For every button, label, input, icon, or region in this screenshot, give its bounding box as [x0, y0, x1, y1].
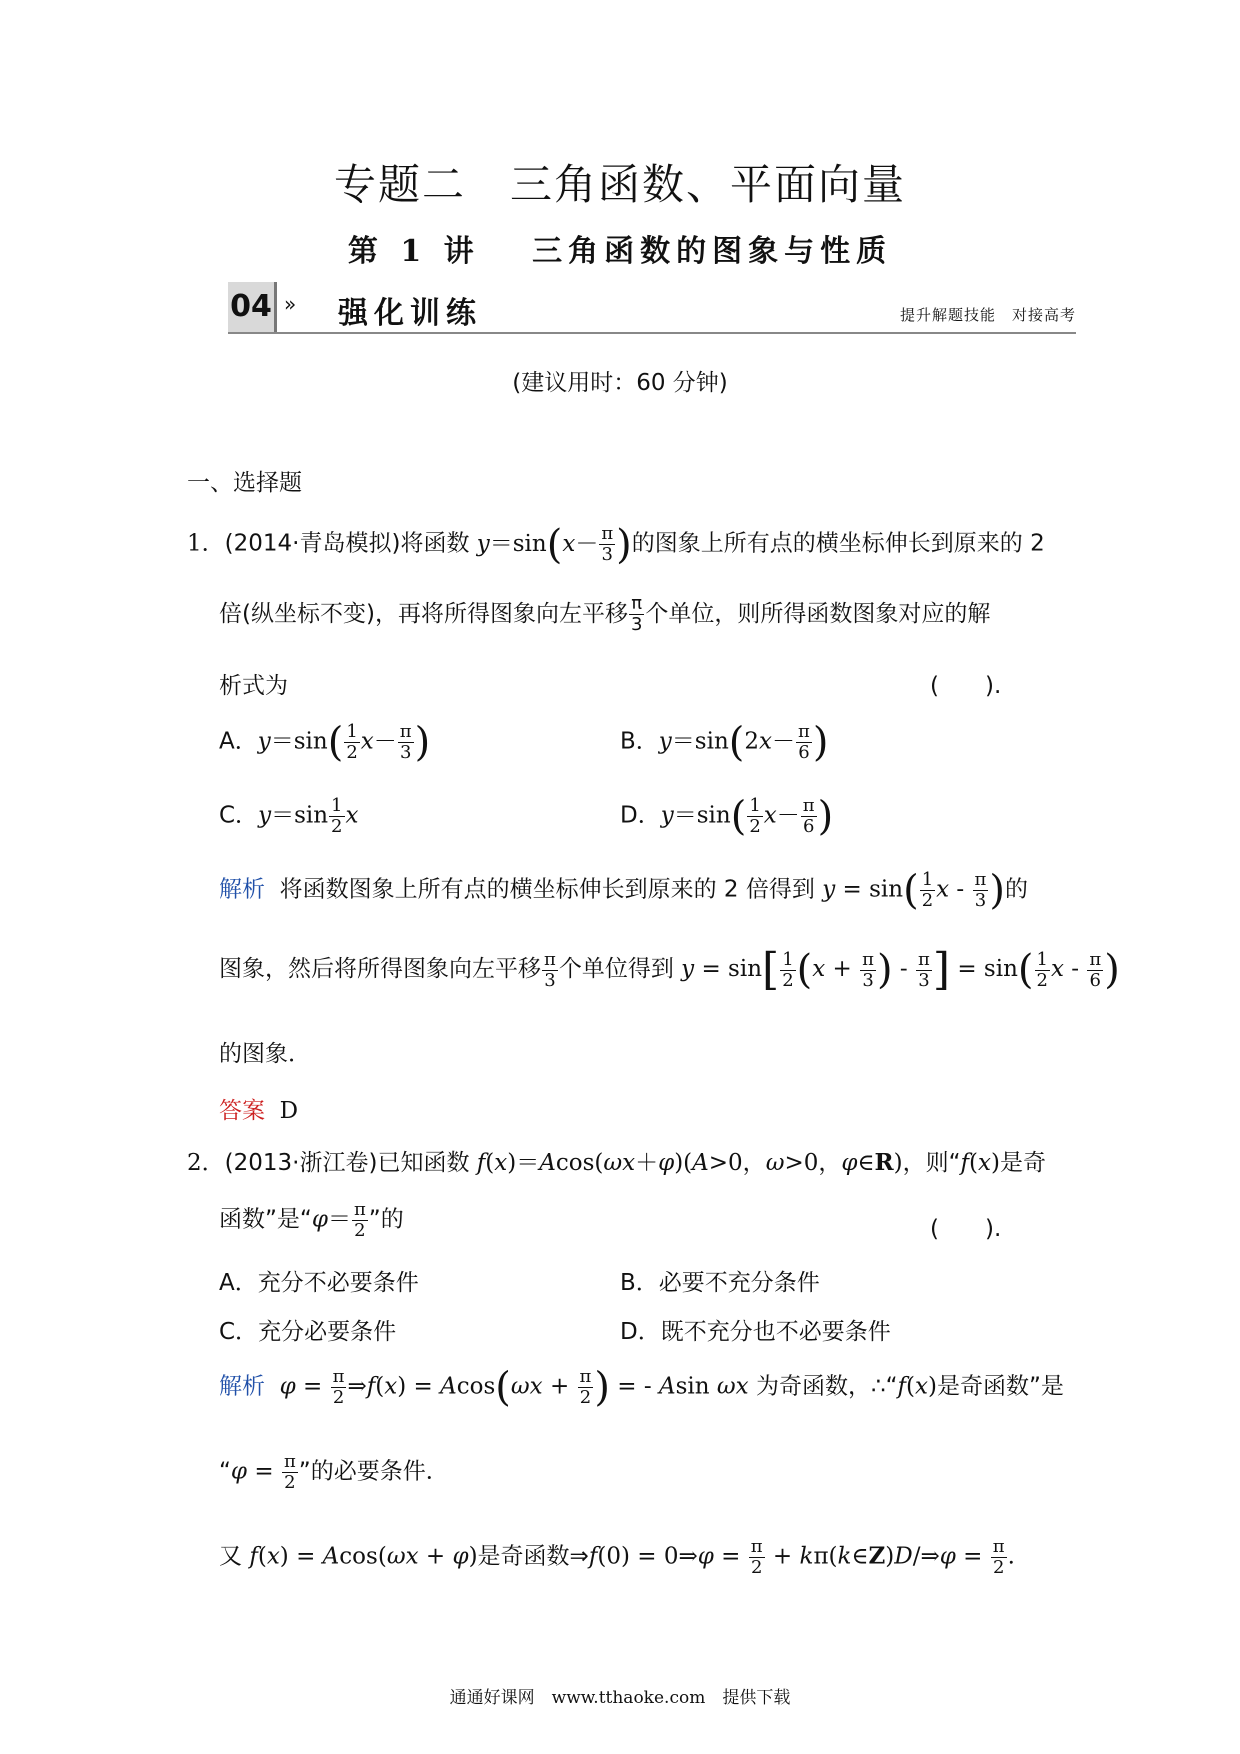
q2-analysis-line3: 又 f(x) = Acos(ωx + φ)是奇函数⇒f(0) = 0⇒φ = $\frac{\pi}{2}$ + kπ(k∈Z)D/⇒φ = $\frac{\pi}{2}$ .	[219, 1536, 1015, 1578]
q1-analysis-line1: 解析 将函数图象上所有点的横坐标伸长到原来的 2 倍得到 y = sin( $\frac{1}{2}$ x - $\frac{\pi}{3}$ )的	[219, 867, 1028, 914]
q1-analysis-label: 解析	[219, 876, 265, 903]
q1-analysis-line3: 的图象．	[219, 1041, 311, 1067]
q1-line2: 倍(纵坐标不变)，再将所得图象向左平移 $\frac{\pi}{3}$ 个单位，则所得函数图象对应的解	[219, 593, 991, 635]
q2-line1: 2．(2013·浙江卷)已知函数 f(x)＝Acos(ωx＋φ)(A>0，ω>0，φ∈R)，则“f(x)是奇	[187, 1149, 1046, 1176]
q2-option-c: C．充分必要条件	[219, 1319, 397, 1345]
q2-analysis-label: 解析	[219, 1373, 265, 1400]
section-tagline: 提升解题技能 对接高考	[899, 306, 1076, 324]
q2-option-d: D．既不充分也不必要条件	[620, 1319, 891, 1345]
q1-option-c: C．y＝sin $\frac{1}{2}$ x	[219, 795, 359, 837]
section-heading: 一、选择题	[187, 470, 302, 496]
q2-option-a: A．充分不必要条件	[219, 1270, 419, 1296]
q2-analysis-line2: “φ = $\frac{\pi}{2}$ ”的必要条件．	[219, 1451, 449, 1493]
q1-answer-label: 答案	[219, 1098, 265, 1124]
page-footer: 通通好课网 www.tthaoke.com 提供下载	[449, 1688, 791, 1708]
q2-number: 2．	[187, 1150, 225, 1176]
q1-analysis-line2: 图象，然后将所得图象向左平移 $\frac{\pi}{3}$ 个单位得到 y = sin[ $\frac{1}{2}$ (x + $\frac{\pi}{3}$ ) - $\frac{\pi}{3}$ ] = sin( $\frac{1}{2}$ x - $\frac{\pi}{6}$ )	[219, 944, 1120, 995]
q2-line2: 函数”是“φ＝ $\frac{\pi}{2}$ ”的	[219, 1199, 404, 1241]
q2-source: (2013·浙江卷)	[224, 1150, 378, 1176]
suggested-duration: (建议用时：60 分钟)	[512, 370, 728, 396]
q1-answer-blank: ( ).	[930, 673, 1002, 699]
q2-answer-blank: ( ).	[930, 1216, 1002, 1242]
q1-function: y＝sin(x－ $\frac{\pi}{3}$ )	[476, 521, 632, 568]
q2-option-b: B．必要不充分条件	[620, 1270, 820, 1296]
q2-analysis-line1: 解析 φ = $\frac{\pi}{2}$ ⇒f(x) = Acos(ωx + $\frac{\pi}{2}$ ) = - Asin ωx 为奇函数，∴“f(x)是奇函数”是	[219, 1364, 1064, 1411]
q1-source: (2014·青岛模拟)	[224, 530, 401, 557]
q1-option-a: A．y＝sin( $\frac{1}{2}$ x－ $\frac{\pi}{3}$ )	[219, 719, 431, 766]
banner-divider	[228, 332, 1076, 334]
q1-answer-value: D	[279, 1098, 299, 1124]
chapter-title: 专题二 三角函数、平面向量	[333, 160, 906, 209]
q1-option-b: B．y＝sin(2x－ $\frac{\pi}{6}$ )	[620, 719, 829, 766]
q1-option-d: D．y＝sin( $\frac{1}{2}$ x－ $\frac{\pi}{6}$ )	[620, 793, 834, 840]
section-name: 强化训练	[338, 296, 482, 331]
lesson-subtitle: 第 1 讲 三角函数的图象与性质	[347, 234, 893, 269]
q1-answer	[219, 1092, 298, 1125]
section-banner	[228, 282, 1076, 334]
q1-number: 1．	[187, 530, 225, 557]
q1-line1: 1．(2014·青岛模拟)将函数 y＝sin(x－ $\frac{\pi}{3}$ )的图象上所有点的横坐标伸长到原来的 2	[187, 521, 1045, 568]
q1-line3: 析式为	[219, 673, 288, 699]
section-number-badge: 04	[228, 282, 277, 332]
chevron-icon: »	[284, 292, 297, 316]
q2-function: f(x)＝Acos(ωx＋φ)(A>0，ω>0，φ∈R)	[476, 1149, 903, 1176]
